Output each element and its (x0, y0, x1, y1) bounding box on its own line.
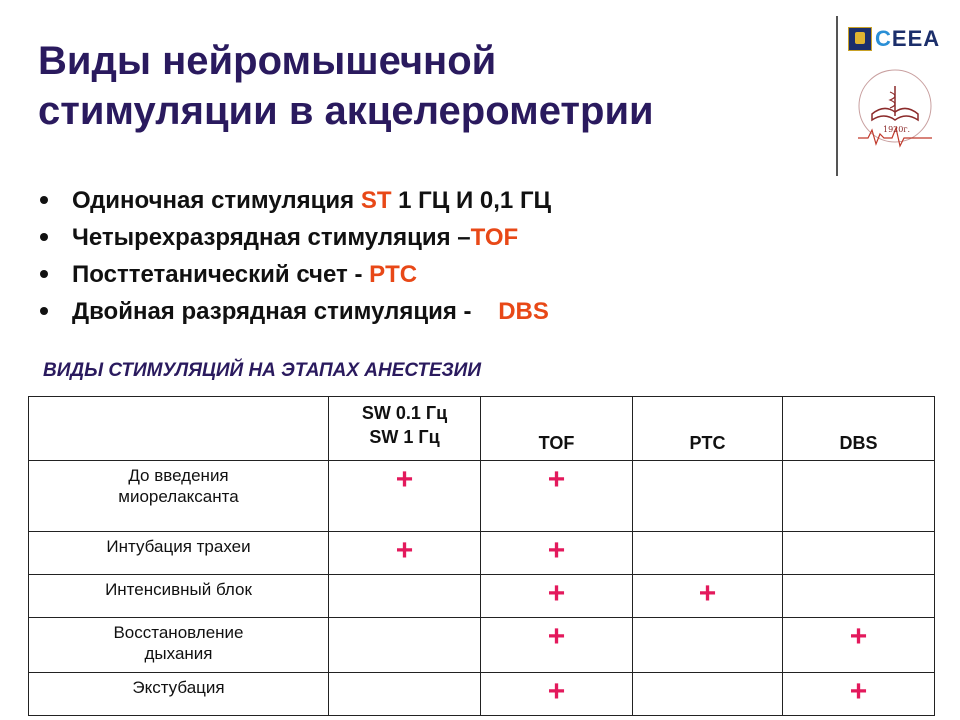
stimulation-table (28, 396, 935, 716)
header-dbs: DBS (783, 397, 935, 461)
cell-sw (329, 575, 481, 618)
cell-tof: + (481, 575, 633, 618)
header-ptc: PTC (633, 397, 783, 461)
cell-ptc (633, 673, 783, 716)
university-seal-logo (850, 66, 940, 156)
cell-ptc (633, 618, 783, 673)
cell-sw: + (329, 532, 481, 575)
row-label: Восстановление дыхания (29, 618, 329, 673)
cell-sw: + (329, 461, 481, 532)
bullet-item-dbs: Двойная разрядная стимуляция - DBS (40, 293, 800, 330)
table-row (29, 575, 935, 618)
table-header-row (29, 397, 935, 461)
table-row (29, 532, 935, 575)
ceea-logo (848, 26, 952, 52)
cell-dbs: + (783, 673, 935, 716)
title-line-2: стимуляции в акцелерометрии (38, 89, 654, 133)
header-tof: TOF (481, 397, 633, 461)
page-title (38, 36, 798, 136)
bullet-item-tof: Четырехразрядная стимуляция –TOF (40, 219, 800, 256)
cell-ptc: + (633, 575, 783, 618)
cell-dbs (783, 575, 935, 618)
row-label: До введения миорелаксанта (29, 461, 329, 532)
cell-tof: + (481, 673, 633, 716)
cell-sw (329, 673, 481, 716)
table-row (29, 618, 935, 673)
header-sw: SW 0.1 Гц SW 1 Гц (329, 397, 481, 461)
title-line-1: Виды нейромышечной (38, 39, 497, 83)
cell-sw (329, 618, 481, 673)
cell-ptc (633, 461, 783, 532)
table-subtitle: ВИДЫ СТИМУЛЯЦИЙ НА ЭТАПАХ АНЕСТЕЗИИ (43, 360, 481, 381)
cell-ptc (633, 532, 783, 575)
cell-tof: + (481, 532, 633, 575)
logo-divider (836, 16, 838, 176)
stimulation-types-list (40, 182, 800, 330)
cell-dbs: + (783, 618, 935, 673)
header-empty (29, 397, 329, 461)
row-label: Интубация трахеи (29, 532, 329, 575)
bullet-item-st: Одиночная стимуляция ST 1 ГЦ И 0,1 ГЦ (40, 182, 800, 219)
cell-dbs (783, 532, 935, 575)
bullet-item-ptc: Посттетанический счет - PTC (40, 256, 800, 293)
row-label: Экстубация (29, 673, 329, 716)
table-row (29, 461, 935, 532)
row-label: Интенсивный блок (29, 575, 329, 618)
cell-tof: + (481, 618, 633, 673)
ceea-logo-text: CEEA (875, 26, 941, 51)
svg-text:1920г.: 1920г. (883, 125, 911, 134)
cell-tof: + (481, 461, 633, 532)
cell-dbs (783, 461, 935, 532)
table-row (29, 673, 935, 716)
ceea-emblem-icon (848, 27, 872, 51)
